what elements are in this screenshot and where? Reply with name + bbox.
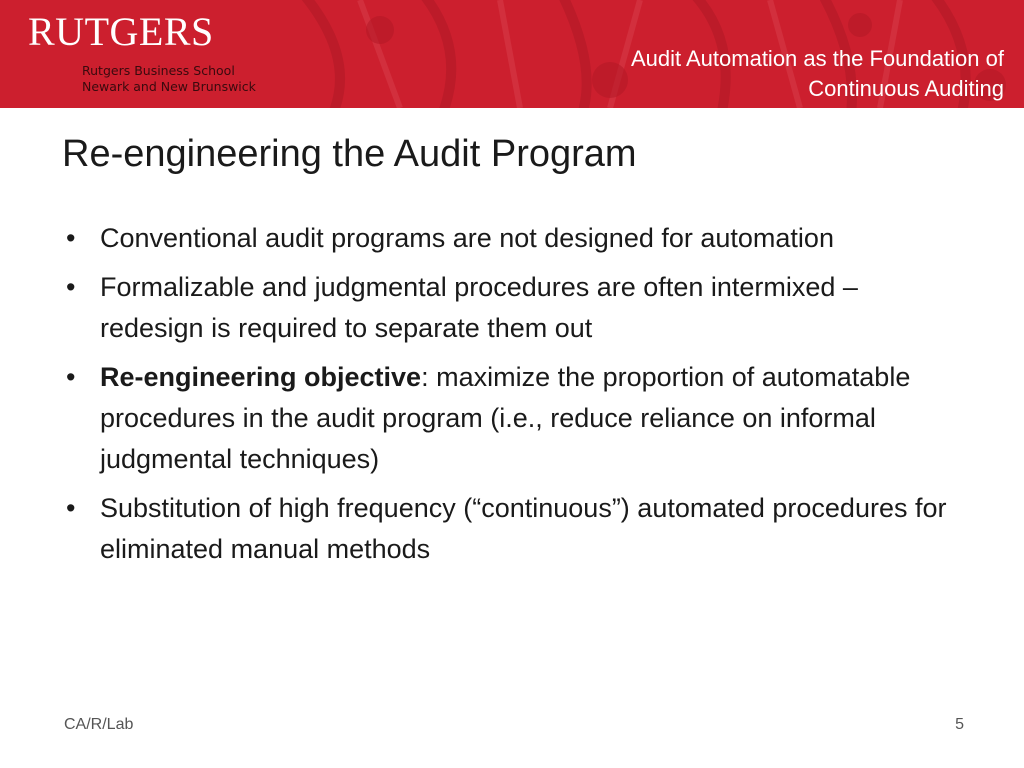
rutgers-logo: RUTGERS — [28, 9, 214, 54]
bullet-marker: • — [66, 362, 76, 392]
bullet-bold-term: Re-engineering objective — [100, 362, 422, 392]
header-banner — [0, 0, 1024, 108]
bullet-text: : maximize the proportion of automatable procedures in the audit program (i.e., reduce reliance on informal judgmental techniques) — [100, 362, 911, 474]
bullet-item — [62, 357, 962, 480]
bullet-marker: • — [66, 272, 76, 302]
bullet-text: Formalizable and judgmental procedures are often intermixed – redesign is required to separate them out — [100, 272, 858, 343]
presentation-title — [484, 44, 1004, 104]
bullet-item — [62, 218, 962, 259]
bullet-item — [62, 267, 962, 349]
page-number: 5 — [955, 716, 964, 733]
presentation-title-line-2: Continuous Auditing — [808, 76, 1004, 101]
footer-label: CA/R/Lab — [64, 716, 134, 733]
bullet-list — [62, 218, 962, 578]
logo-subline-campus: Newark and New Brunswick — [82, 79, 256, 94]
bullet-text: Substitution of high frequency (“continuous”) automated procedures for eliminated manual methods — [100, 493, 947, 564]
bullet-item — [62, 488, 962, 570]
logo-subline-school: Rutgers Business School — [82, 63, 235, 78]
bullet-text: Conventional audit programs are not designed for automation — [100, 223, 834, 253]
bullet-marker: • — [66, 223, 76, 253]
presentation-title-line-1: Audit Automation as the Foundation of — [630, 46, 1004, 71]
slide-title: Re-engineering the Audit Program — [62, 133, 637, 175]
bullet-marker: • — [66, 493, 76, 523]
